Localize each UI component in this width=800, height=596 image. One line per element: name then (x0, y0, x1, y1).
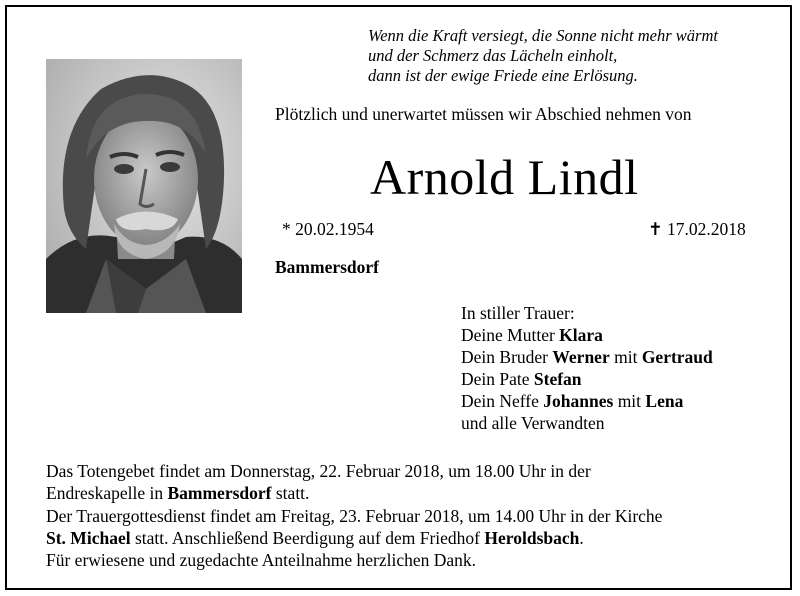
info-line: Das Totengebet findet am Donnerstag, 22. Februar 2018, um 18.00 Uhr in der (46, 461, 591, 481)
info-place: Heroldsbach (484, 527, 580, 548)
info-line (46, 527, 662, 549)
info-text: statt. Anschließend Beerdigung auf dem Friedhof (130, 527, 485, 548)
poem-line: und der Schmerz das Lächeln einholt, (368, 46, 618, 65)
birth-date (282, 219, 374, 240)
mourners-list (461, 302, 713, 434)
info-text: statt. (271, 483, 310, 504)
info-line: Der Trauergottesdienst findet am Freitag, 23. Februar 2018, um 14.00 Uhr in der Kirche (46, 505, 663, 526)
mourner-name: Lena (645, 391, 684, 411)
star-icon: * (282, 219, 291, 239)
mourner-name: Stefan (533, 369, 582, 389)
info-place: St. Michael (46, 527, 131, 548)
place-of-residence: Bammersdorf (275, 257, 380, 277)
mourner-line (461, 368, 713, 390)
connector: mit (613, 391, 646, 411)
deceased-name: Arnold Lindl (370, 149, 639, 205)
info-line: Für erwiesene und zugedachte Anteilnahme herzlichen Dank. (46, 550, 477, 571)
portrait-photo (46, 59, 242, 313)
poem-line: Wenn die Kraft versiegt, die Sonne nicht mehr wärmt (368, 26, 718, 45)
poem-line: dann ist der ewige Friede eine Erlösung. (368, 66, 638, 85)
mourner-name: Werner (552, 347, 610, 367)
mourner-name: Gertraud (641, 347, 713, 367)
death-date (648, 219, 746, 240)
poem (368, 26, 718, 86)
relation: Dein Bruder (461, 347, 553, 367)
relation: Deine Mutter (461, 325, 560, 345)
mourner-line (461, 324, 713, 346)
mourner-name: Johannes (543, 391, 614, 411)
mourner-name: Klara (559, 325, 603, 345)
service-info (46, 460, 662, 571)
info-text: Endreskapelle in (46, 483, 168, 504)
death-date-value: 17.02.2018 (667, 219, 746, 239)
portrait-illustration (46, 59, 242, 313)
mourner-line (461, 346, 713, 368)
relation: Dein Neffe (461, 391, 544, 411)
info-place: Bammersdorf (167, 483, 272, 504)
mourner-line: und alle Verwandten (461, 413, 605, 433)
birth-date-value: 20.02.1954 (295, 219, 374, 239)
mourners-heading: In stiller Trauer: (461, 303, 575, 323)
connector: mit (609, 347, 642, 367)
mourner-line (461, 390, 713, 412)
intro-text: Plötzlich und unerwartet müssen wir Abschied nehmen von (275, 104, 692, 124)
cross-icon: ✝ (648, 219, 663, 239)
info-line (46, 482, 662, 504)
relation: Dein Pate (461, 369, 534, 389)
info-text: . (579, 527, 584, 548)
